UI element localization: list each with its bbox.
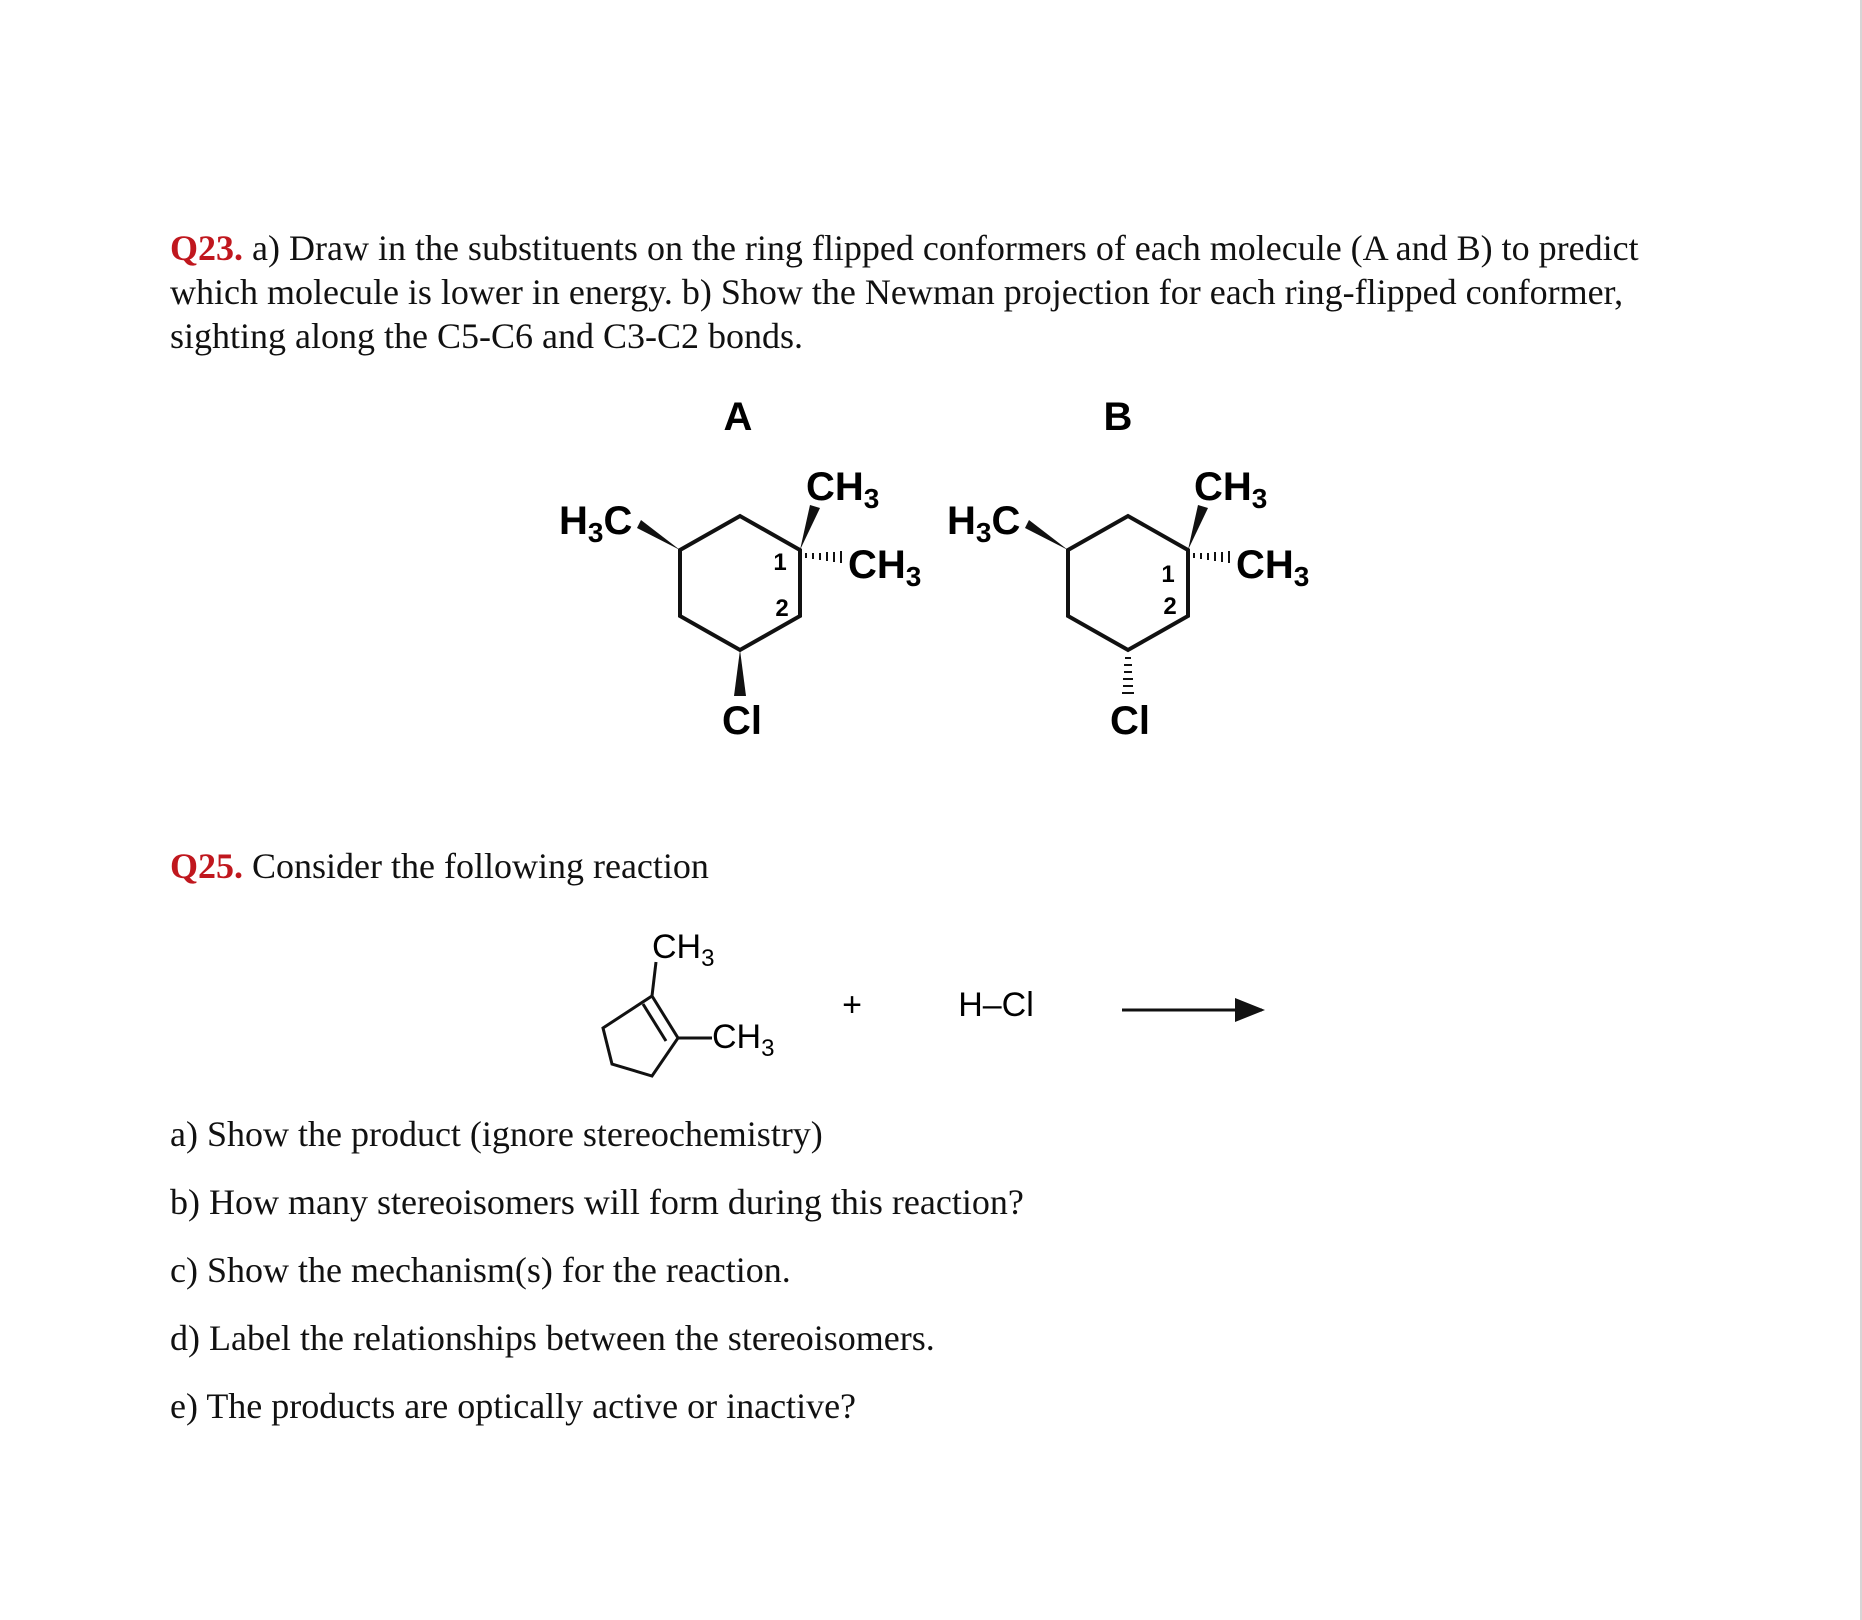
molecule-a-cl: Cl (722, 699, 762, 743)
question-23-text: a) Draw in the substituents on the ring flipped conformers of each molecule (A and B) to predict which molecule is lower in energy. b) Show the Newman projection for each ring-flipped conformer, sighting along the C5-C6 and C3-C2 bonds. (170, 228, 1639, 356)
molecule-a-position-2: 2 (775, 595, 789, 622)
molecule-b-wedge-left (1025, 520, 1068, 550)
part-d: d) Label the relationships between the stereoisomers. (170, 1318, 935, 1358)
reaction-scheme (603, 928, 1262, 1076)
molecule-a-wedge-left (637, 520, 680, 550)
plus-sign: + (842, 986, 862, 1024)
molecule-b-position-2: 2 (1163, 593, 1177, 620)
part-a: a) Show the product (ignore stereochemistry) (170, 1114, 823, 1154)
molecule-b-hash-bottom (1122, 658, 1134, 693)
molecule-a-wedge-top (800, 505, 820, 550)
molecule-a-h3c: H3C (559, 499, 633, 548)
molecule-b-cl: Cl (1110, 699, 1150, 743)
molecule-b-h3c: H3C (947, 499, 1021, 548)
reactant-ring (603, 996, 678, 1076)
molecule-a-ring (680, 516, 800, 650)
part-b: b) How many stereoisomers will form during this reaction? (170, 1182, 1024, 1222)
molecule-b-wedge-top (1188, 505, 1208, 550)
reactant-ch3-right: CH3 (712, 1018, 775, 1062)
molecule-a-label: A (723, 395, 753, 439)
question-25-text: Consider the following reaction (252, 846, 709, 886)
reagent-hcl: H–Cl (958, 986, 1034, 1024)
part-e: e) The products are optically active or inactive? (170, 1386, 857, 1426)
molecule-a-position-1: 1 (773, 549, 787, 576)
reactant-methyl-bond-top (652, 962, 656, 996)
question-25-number: Q25. (170, 846, 244, 886)
molecule-b-ch3-right: CH3 (1236, 543, 1310, 592)
molecule-a-wedge-bottom (734, 650, 746, 696)
molecule-b-position-1: 1 (1161, 561, 1175, 588)
molecule-b-ch3-top: CH3 (1194, 465, 1268, 514)
reactant-ch3-top: CH3 (652, 928, 715, 972)
molecule-a (559, 395, 921, 743)
molecule-b-hash-right (1194, 551, 1229, 563)
question-25 (170, 844, 709, 888)
molecule-b (947, 395, 1309, 743)
molecule-b-label: B (1103, 395, 1133, 439)
molecule-a-hash-right (806, 551, 841, 563)
molecule-a-ch3-top: CH3 (806, 465, 880, 514)
question-23-number: Q23. (170, 228, 244, 268)
reactant-double-bond (643, 1004, 666, 1041)
part-c: c) Show the mechanism(s) for the reaction. (170, 1250, 791, 1290)
molecule-a-ch3-right: CH3 (848, 543, 922, 592)
